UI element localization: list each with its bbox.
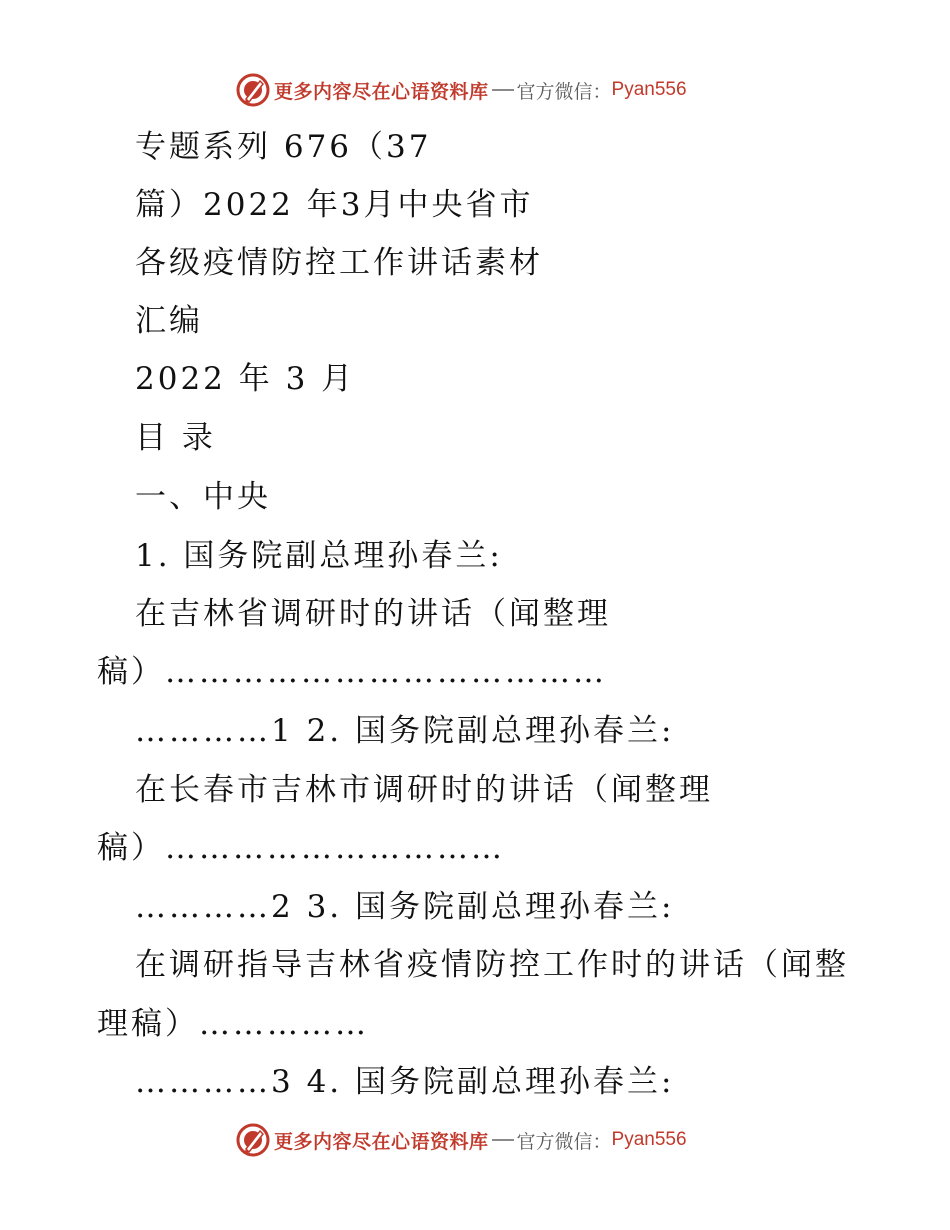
doc-title-line-1: 专题系列 676（37 <box>135 129 432 165</box>
watermark-dash <box>492 1139 514 1141</box>
watermark-wechat-id: Pyan556 <box>611 1129 687 1150</box>
pen-logo-icon <box>236 1123 270 1157</box>
toc-entry-line: 稿）………………………………… <box>97 654 607 690</box>
watermark-main-text: 更多内容尽在心语资料库 <box>274 1130 489 1153</box>
toc-entry-line: 稿）………………………… <box>97 830 505 866</box>
pen-logo-icon <box>236 73 270 107</box>
watermark-main-text: 更多内容尽在心语资料库 <box>274 80 489 103</box>
toc-entry-line: …………3 4. 国务院副总理孙春兰: <box>135 1064 675 1100</box>
watermark-wechat-label: 官方微信： <box>516 80 612 103</box>
doc-title-line-3: 各级疫情防控工作讲话素材 <box>135 245 543 281</box>
toc-entry-line: 1. 国务院副总理孙春兰: <box>135 538 503 574</box>
header-watermark <box>236 72 687 108</box>
toc-entry-line: …………1 2. 国务院副总理孙春兰: <box>135 713 675 749</box>
doc-title-line-4: 汇编 <box>135 303 203 339</box>
doc-title-line-2: 篇）2022 年3月中央省市 <box>135 187 534 223</box>
watermark-wechat-id: Pyan556 <box>611 79 687 100</box>
toc-entry-line: 在调研指导吉林省疫情防控工作时的讲话（闻整 <box>135 947 849 983</box>
watermark-dash <box>492 89 514 91</box>
toc-entry-line: …………2 3. 国务院副总理孙春兰: <box>135 889 675 925</box>
toc-section-heading: 一、中央 <box>135 479 271 515</box>
doc-date: 2022 年 3 月 <box>135 361 356 397</box>
toc-heading: 目 录 <box>135 420 216 456</box>
toc-entry-line: 理稿）…………… <box>97 1006 369 1042</box>
toc-entry-line: 在吉林省调研时的讲话（闻整理 <box>135 596 611 632</box>
toc-entry-line: 在长春市吉林市调研时的讲话（闻整理 <box>135 772 713 808</box>
footer-watermark <box>236 1122 687 1158</box>
watermark-wechat-label: 官方微信： <box>516 1130 612 1153</box>
